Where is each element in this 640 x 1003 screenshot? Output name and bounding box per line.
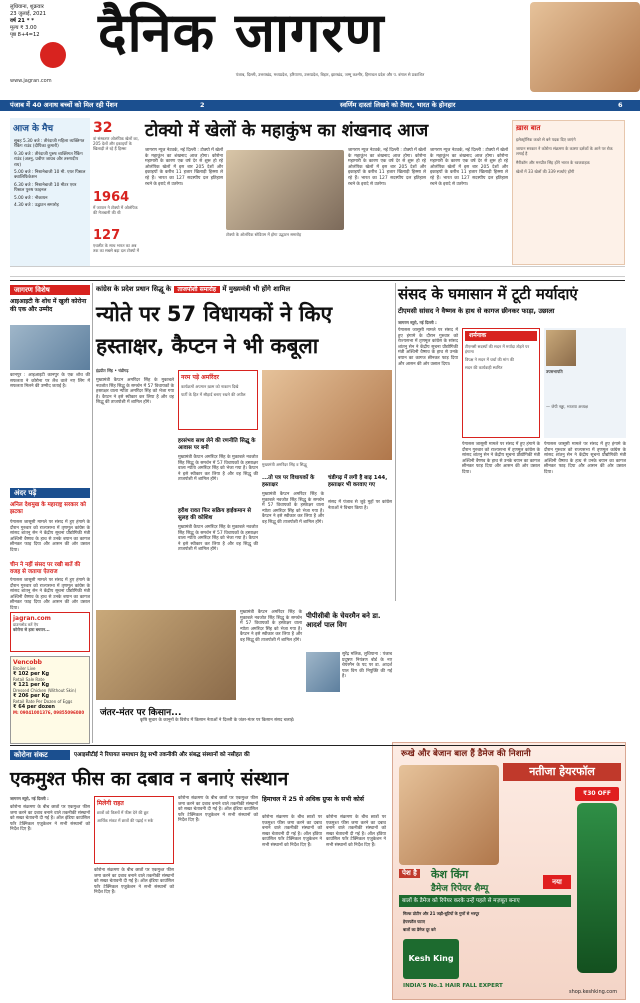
lead2-body-3: मुख्यमंत्री कैप्टन अमरिंदर सिंह के मुकाबले नवजोत सिंह सिद्धू के समर्थन में 57 विधायकों के हस्ताक्षर वाला न्योता अमरिंदर सिंह को भेजा गया है। कैप्टन ने इसे स्वीकार कर लिया है और वह सिद्धू की ताजपोशी में शामिल होंगे। (178, 525, 258, 553)
sharmnak-item: विपक्ष ने सदन में चर्चा की मांग की (465, 357, 514, 362)
lead2-subhead2: हरीश रावत फिर सक्रिय हाईकमान से सुलह की कोशिश (178, 508, 252, 521)
divider (10, 280, 625, 281)
vencobb-item-name: Dressed Chicken (Without Skin) (13, 688, 77, 693)
quote-box (544, 328, 626, 438)
app-text: कोरोना से हारा बचपन... (13, 627, 50, 632)
khas-item: इलेक्ट्रॉनिक कचरे से बने पदक दिए जाएंगे (516, 137, 576, 142)
jagran-logo-mark (40, 42, 66, 68)
sansad-byline: जागरण ब्यूरो, नई दिल्ली : (398, 320, 437, 325)
aaj-item: 9.30 बजे : तीरंदाजी पुरुष व्यक्तिगत रैंकिंग राउंड (अतनु, प्रवीण जाधव और तरुणदीप राय) (14, 151, 83, 168)
narm-title: नरम पड़े अमरिंदर (181, 374, 219, 381)
stadium-photo (226, 150, 344, 230)
ppcb-headline[interactable]: पीपीसीबी के चेयरमैन बने डा. आदर्श पाल विग (306, 612, 381, 629)
khas-item: मैरीकॉम और मनप्रीत सिंह होंगे भारत के ध्वजवाहक (516, 160, 590, 165)
sansad-headline[interactable]: संसद के घमासान में टूटी मर्यादाएं (398, 285, 578, 303)
khas-item: जापान सरकार ने कोरोना संक्रमण के कारण दर्शकों के आने पर रोक लगाई है (516, 146, 613, 156)
stat-1964-number: 1964 (93, 190, 130, 205)
vishesh-headline[interactable]: आइआइटी के शोध में खुली कोरोना की एक और उम्मीद (10, 298, 87, 313)
kesh-title: नतीजा हेयरफॉल (503, 763, 621, 781)
ppcb-photo (306, 652, 340, 692)
quote-author: — जेपी नड्डा, भाजपा अध्यक्ष (546, 404, 588, 409)
sharmnak-item: सदन की कार्यवाही स्थगित (465, 365, 503, 370)
lead-headline[interactable]: टोक्यो में खेलों के महाकुंभ का शंखनाद आज (145, 121, 429, 141)
aaj-title: आज के मैच (13, 124, 54, 134)
jagran-app-box[interactable] (10, 612, 90, 652)
jantar-photo (96, 610, 236, 700)
app-label: jagran.com (13, 615, 51, 622)
khas-baat-box (512, 120, 625, 265)
corona-body-3: कोरोना संक्रमण के बीच छात्रों पर एकमुश्त फीस जमा करने का दबाव बनाने वाले तकनीकी संस्थानों को सख्त चेतावनी दी गई है। ऑल इंडिया काउंसिल फॉर टेक्निकल एजुकेशन ने सभी संस्थानों को निर्देश दिए हैं। (178, 796, 258, 824)
vishesh-tag: जागरण विशेष (10, 285, 90, 295)
milegi-item: छात्रों को किस्तों में फीस देने की छूट (97, 810, 149, 815)
jantar-body-2: मुख्यमंत्री कैप्टन अमरिंदर सिंह के मुकाबले नवजोत सिंह सिद्धू के समर्थन में 57 विधायकों के हस्ताक्षर वाला न्योता अमरिंदर सिंह को भेजा गया है। कैप्टन ने इसे स्वीकार कर लिया है और वह सिद्धू की ताजपोशी में शामिल होंगे। (240, 610, 302, 643)
aaj-item: सुबह 5.30 बजे : तीरंदाजी महिला व्यक्तिगत रैंकिंग राउंड (दीपिका कुमारी) (14, 139, 85, 150)
lead2-subhead: हरसंभव साथ लेने की रणनीति सिद्धू के आवास पर बनी (178, 438, 256, 451)
kesh-intro: पेश है (399, 869, 420, 878)
kesh-site[interactable]: shop.keshking.com (569, 989, 618, 995)
sharmnak-item: टीएमसी सदस्यों की सदन में मर्यादा तोड़ने पर हंगामा (465, 344, 530, 354)
himachal-headline[interactable]: हिमाचल में 25 से अधिक ग्रुप्स के सभी कोर्स (262, 796, 364, 803)
kesh-product: केश किंग (431, 868, 469, 881)
sidhu-caption: मुख्यमंत्री अमरिंदर सिंह व सिद्धू (262, 462, 307, 467)
sharmnak-title: शर्मनाक (465, 331, 537, 341)
kesh-strip: बालों के डैमेज को रिपेयर करके उन्हें पहले से मज़बूत बनाए (399, 895, 571, 907)
vishesh-body: कानपुर : आइआइटी कानपुर के एक शोध की सफलता ने कोरोना पर लैब वाले नए लिंग में सफलता मिलने की उम्मीद जताई है। (10, 373, 90, 390)
lead2-subhead3: ...तो पत्र पर विधायकों के हस्ताक्षर (262, 475, 315, 488)
sansad-subhead: टीएमसी सांसद ने वैष्णव के हाथ से कागज छीनकर फाड़ा, उछाला (398, 307, 555, 315)
divider (395, 283, 396, 601)
narm-box (178, 370, 258, 430)
sansad-body-2: पेगासस जासूसी मामले पर संसद में हुए हंगामे के दौरान गुरुवार को राज्यसभा में तृणमूल कांग्रेस के सांसद शांतनु सेन ने केंद्रीय सूचना प्रौद्योगिकी मंत्री अश्विनी वैष्णव के हाथ से उनके बयान का कागज छीनकर फाड़ दिया और आसन की ओर उछाल दिया। (462, 442, 540, 475)
lead2-byline: इंद्रप्रीत सिंह • चंडीगढ़ (96, 368, 129, 373)
corona-byline: जागरण ब्यूरो, नई दिल्ली : (10, 796, 49, 801)
aaj-item: 5.00 बजे : निशानेबाजी 10 मी. एयर पिस्टल क्वालिफिकेशन (14, 170, 86, 181)
vencobb-item-price: ₹ 102 per Kg (13, 671, 50, 677)
kesh-badge: ₹30 OFF (575, 787, 619, 801)
aaj-item: 4.30 बजे : उद्घाटन समारोह (14, 203, 59, 209)
lead2-kicker (96, 284, 396, 295)
edition-date: 23 जुलाई, 2021 (10, 11, 47, 17)
kesh-point-1: मिल्क प्रोटीन और 21 जड़ी-बूटियों के गुणों से भरपूर (403, 911, 480, 916)
vencobb-title: Vencobb (13, 659, 42, 666)
kicker-text: कांग्रेस के प्रदेश प्रधान सिद्धू के (96, 285, 172, 293)
khas-baat-title: ख़ास बात (516, 124, 541, 132)
kesh-brand: Kesh King (408, 954, 454, 963)
corona-body-2: कोरोना संक्रमण के बीच छात्रों पर एकमुश्त फीस जमा करने का दबाव बनाने वाले तकनीकी संस्थानों को सख्त चेतावनी दी गई है। ऑल इंडिया काउंसिल फॉर टेक्निकल एजुकेशन ने सभी संस्थानों को निर्देश दिए हैं। (94, 868, 174, 896)
kesh-point-2: हेयरफॉल घटाए (403, 919, 425, 924)
stat-1964 (93, 190, 141, 215)
brief-body-2: पेगासस जासूसी मामले पर संसद में हुए हंगामे के दौरान गुरुवार को राज्यसभा में तृणमूल कांग्रेस के सांसद शांतनु सेन ने केंद्रीय सूचना प्रौद्योगिकी मंत्री अश्विनी वैष्णव के हाथ से उनके बयान का कागज छीनकर फाड़ दिया और आसन की ओर उछाल दिया। (10, 578, 90, 611)
editions-line: पंजाब, दिल्ली, उत्तराखंड, मध्यप्रदेश, हरियाणा, उत्तरप्रदेश, बिहार, झारखंड, जम्मू कश्मीर, हिमाचल प्रदेश और प. बंगाल से प्रकाशित (235, 72, 425, 77)
stat-1964-text: में जापान ने टोक्यो में ओलंपिक की मेजबानी की थी (93, 205, 138, 215)
brief-body-1: पेगासस जासूसी मामले पर संसद में हुए हंगामे के दौरान गुरुवार को राज्यसभा में तृणमूल कांग्रेस के सांसद शांतनु सेन ने केंद्रीय सूचना प्रौद्योगिकी मंत्री अश्विनी वैष्णव के हाथ से उनके बयान का कागज छीनकर फाड़ दिया और आसन की ओर उछाल दिया। (10, 520, 90, 553)
kesh-tagline: रूखे और बेजान बाल हैं डैमेज की निशानी (401, 749, 531, 759)
pages: पृष्ठ 8+4=12 (10, 32, 40, 38)
brief-item-2[interactable]: चीन ने नहीं संसद पर रखी बातें की वजह से जताया ऐतराज (10, 562, 81, 575)
ppcb-body: सुरेंद्र मलिक, लुधियाना : पंजाब प्रदूषण नियंत्रण बोर्ड के नए चेयरमैन के पद पर डा. आदर्श पाल विग की नियुक्ति की गई है। (342, 652, 392, 680)
sports-icon-strip (10, 266, 625, 277)
teaser-left-page: 2 (200, 101, 205, 109)
kicker-tag: ताजपोशी समारोह (174, 286, 221, 293)
stat-32-number: 32 (93, 120, 113, 136)
kesh-point-3: बालों का डैमेज दूर करे (403, 927, 436, 932)
aaj-item: 5.00 बजे : नौकायन (14, 195, 48, 201)
top-teaser-bar (0, 100, 640, 111)
aaj-ke-match-box (10, 118, 90, 270)
corona-kicker: एआइसीटीई ने रियायत समाधान हेतु सभी तकनीकी और संबद्ध संस्थानों को नसीहत की (74, 752, 250, 758)
teaser-right-page: 6 (618, 101, 623, 109)
stat-127-number: 127 (93, 228, 121, 243)
sansad-body-3: पेगासस जासूसी मामले पर संसद में हुए हंगामे के दौरान गुरुवार को राज्यसभा में तृणमूल कांग्रेस के सांसद शांतनु सेन ने केंद्रीय सूचना प्रौद्योगिकी मंत्री अश्विनी वैष्णव के हाथ से उनके बयान का कागज छीनकर फाड़ दिया और आसन की ओर उछाल दिया। (544, 442, 626, 475)
masthead-logo: दैनिक जागरण (98, 0, 385, 64)
lead2-headline-2[interactable]: हस्ताक्षर, कैप्टन ने भी कबूला (96, 334, 319, 358)
khas-item: खेलों में 33 खेलों की 339 स्पर्धाएं होंगी (516, 169, 575, 174)
lead-body: जागरण न्यूज नेटवर्क, नई दिल्ली : टोक्यो में खेलों के महाकुंभ का शंखनाद आज होगा। कोरोना महामारी के कारण एक वर्ष देर से शुरू हो रहे ओलंपिक खेलों में इस बार 205 देशों और इकाइयों के करीब 11 हजार खिलाड़ी हिस्सा ले रहे हैं। भारत का 127 सदस्यीय दल इतिहास रचने के इरादे से उतरेगा। (145, 148, 223, 187)
vencobb-ad[interactable] (10, 656, 90, 744)
kesh-king-ad[interactable] (392, 742, 626, 1000)
sidhu-photo (262, 370, 392, 460)
shampoo-bottle (577, 803, 617, 973)
vencobb-item-price: ₹ 206 per Kg (13, 693, 50, 699)
vencobb-item-name: Retail Sale Rate (13, 677, 45, 682)
aaj-item: 6.30 बजे : निशानेबाजी 10 मीटर एयर पिस्टल पुरुष फाइनल (14, 182, 77, 194)
lead-body-cont: जागरण न्यूज नेटवर्क, नई दिल्ली : टोक्यो में खेलों के महाकुंभ का शंखनाद आज होगा। कोरोना महामारी के कारण एक वर्ष देर से शुरू हो रहे ओलंपिक खेलों में इस बार 205 देशों और इकाइयों के करीब 11 हजार खिलाड़ी हिस्सा ले रहे हैं। भारत का 127 सदस्यीय दल इतिहास रचने के इरादे से उतरेगा। (348, 148, 426, 187)
chandigarh-body: संसद में पंजाब से जुड़े मुद्दों पर कांग्रेस नेताओं ने विचार किया है। (328, 500, 392, 511)
brief-tag: अंदर पढ़ें (10, 488, 90, 498)
vencobb-item-price: ₹ 121 per Kg (13, 682, 50, 688)
model-photo (399, 765, 499, 865)
masthead-olympic-photo (530, 2, 640, 92)
kicker-end: में मुख्यमंत्री भी होंगे शामिल (222, 285, 291, 293)
sansad-body: पेगासस जासूसी मामले पर संसद में हुए हंगामे के दौरान गुरुवार को राज्यसभा में तृणमूल कांग्रेस के सांसद शांतनु सेन ने केंद्रीय सूचना प्रौद्योगिकी मंत्री अश्विनी वैष्णव के हाथ से उनके बयान का कागज छीनकर फाड़ दिया और आसन की ओर उछाल दिया। (398, 328, 458, 367)
lead2-body-2: मुख्यमंत्री कैप्टन अमरिंदर सिंह के मुकाबले नवजोत सिंह सिद्धू के समर्थन में 57 विधायकों के हस्ताक्षर वाला न्योता अमरिंदर सिंह को भेजा गया है। कैप्टन ने इसे स्वीकार कर लिया है और वह सिद्धू की ताजपोशी में शामिल होंगे। (178, 455, 258, 483)
corona-body-4: कोरोना संक्रमण के बीच छात्रों पर एकमुश्त फीस जमा करने का दबाव बनाने वाले तकनीकी संस्थानों को सख्त चेतावनी दी गई है। ऑल इंडिया काउंसिल फॉर टेक्निकल एजुकेशन ने सभी संस्थानों को निर्देश दिए हैं। (262, 815, 322, 848)
jantar-headline[interactable]: जंतर-मंतर पर किसान... (100, 708, 182, 718)
narm-item: कार्यक्रमों अपमान ख़त्म को नाकाम दिखे (181, 384, 239, 389)
kesh-logo (403, 939, 459, 979)
milegi-title: मिलेगी राहत (97, 800, 124, 807)
teaser-left[interactable]: पंजाब में 40 अनाथ बच्चों को मिल रही पेंशन (10, 101, 118, 109)
stat-127 (93, 228, 141, 253)
lead2-headline-1[interactable]: न्योते पर 57 विधायकों ने किए (96, 302, 333, 326)
lead2-body: मुख्यमंत्री कैप्टन अमरिंदर सिंह के मुकाबले नवजोत सिंह सिद्धू के समर्थन में 57 विधायकों के हस्ताक्षर वाला न्योता अमरिंदर सिंह को भेजा गया है। कैप्टन ने इसे स्वीकार कर लिया है और वह सिद्धू की ताजपोशी में शामिल होंगे। (96, 378, 174, 406)
vishesh-photo (10, 325, 90, 370)
aaj-list (10, 137, 90, 212)
teaser-right[interactable]: स्वर्णिम दास्तां लिखने को तैयार, भारत के होनहार (340, 101, 456, 109)
milegi-item: आर्थिक संकट में छात्रों की पढ़ाई न रुके (97, 818, 154, 823)
lead2-body-4: मुख्यमंत्री कैप्टन अमरिंदर सिंह के मुकाबले नवजोत सिंह सिद्धू के समर्थन में 57 विधायकों के हस्ताक्षर वाला न्योता अमरिंदर सिंह को भेजा गया है। कैप्टन ने इसे स्वीकार कर लिया है और वह सिद्धू की ताजपोशी में शामिल होंगे। (262, 492, 324, 525)
app-subtitle: डाउनलोड करें ऐप (13, 622, 39, 627)
stadium-caption: टोक्यो के ओलंपिक स्टेडियम में होगा उद्घाटन समारोह (226, 232, 302, 237)
stat-32 (93, 120, 141, 151)
milegi-box (94, 796, 174, 864)
price: मूल्य ₹ 3.00 (10, 25, 37, 31)
brief-item-1[interactable]: अनिल देशमुख के महाराष्ट्र सरकार को झटका (10, 502, 86, 515)
vencobb-item-name: Retail Rate Per Dozen of Eggs (13, 699, 73, 704)
edition-label: वर्ष 21 * * (10, 18, 34, 24)
edition-info (10, 4, 95, 39)
kesh-nayi: नया (543, 875, 571, 889)
quote-photo (546, 330, 576, 366)
kesh-brand-tag: INDIA'S No.1 HAIR FALL EXPERT (403, 983, 503, 989)
stat-32-text: वां संस्करण ओलंपिक खेलों का, 205 देशों और इकाइयों के खिलाड़ी ले रहे हैं हिस्सा (93, 136, 139, 151)
corona-body-5: कोरोना संक्रमण के बीच छात्रों पर एकमुश्त फीस जमा करने का दबाव बनाने वाले तकनीकी संस्थानों को सख्त चेतावनी दी गई है। ऑल इंडिया काउंसिल फॉर टेक्निकल एजुकेशन ने सभी संस्थानों को निर्देश दिए हैं। (326, 815, 386, 848)
site-url[interactable]: www.jagran.com (10, 78, 52, 84)
corona-tag: कोरोना संकट (10, 750, 70, 760)
divider (10, 745, 625, 746)
chandigarh-headline[interactable]: चंडीगढ़ में लगी है बाढ़ 144, हस्ताक्षर भी करवाए गए (328, 475, 388, 488)
vencobb-item-name: Broiler Live (13, 666, 36, 671)
kesh-product-full: डैमेज रिपेयर शैम्पू (431, 884, 489, 894)
lead-body-cont2: जागरण न्यूज नेटवर्क, नई दिल्ली : टोक्यो में खेलों के महाकुंभ का शंखनाद आज होगा। कोरोना महामारी के कारण एक वर्ष देर से शुरू हो रहे ओलंपिक खेलों में इस बार 205 देशों और इकाइयों के करीब 11 हजार खिलाड़ी हिस्सा ले रहे हैं। भारत का 127 सदस्यीय दल इतिहास रचने के इरादे से उतरेगा। (430, 148, 508, 187)
narm-item: पार्टी के हित में सौहार्द बनाए रखने की अपील (181, 392, 246, 397)
vencobb-phone: M: 09041001376, 09855096080 (13, 710, 85, 715)
divider (92, 283, 93, 743)
corona-headline[interactable]: एकमुश्त फीस का दबाव न बनाएं संस्थान (10, 768, 289, 790)
sharmnak-box (462, 328, 540, 438)
stat-127-text: एथलीट के साथ भारत का अब तक का सबसे बड़ा दल टोक्यो में (93, 243, 140, 253)
edition-city: लुधियाना, शुक्रवार (10, 4, 44, 10)
jantar-body: कृषि सुधार के कानूनों के विरोध में किसान नेताओं ने दिल्ली के जंतर-मंतर पर किसान संसद चलाई। (140, 718, 295, 723)
vencobb-item-price: ₹ 64 per dozen (13, 704, 55, 710)
corona-body: कोरोना संक्रमण के बीच छात्रों पर एकमुश्त फीस जमा करने का दबाव बनाने वाले तकनीकी संस्थानों को सख्त चेतावनी दी गई है। ऑल इंडिया काउंसिल फॉर टेक्निकल एजुकेशन ने सभी संस्थानों को निर्देश दिए हैं। (10, 805, 90, 833)
quote-name: उपसभापति (546, 369, 563, 374)
